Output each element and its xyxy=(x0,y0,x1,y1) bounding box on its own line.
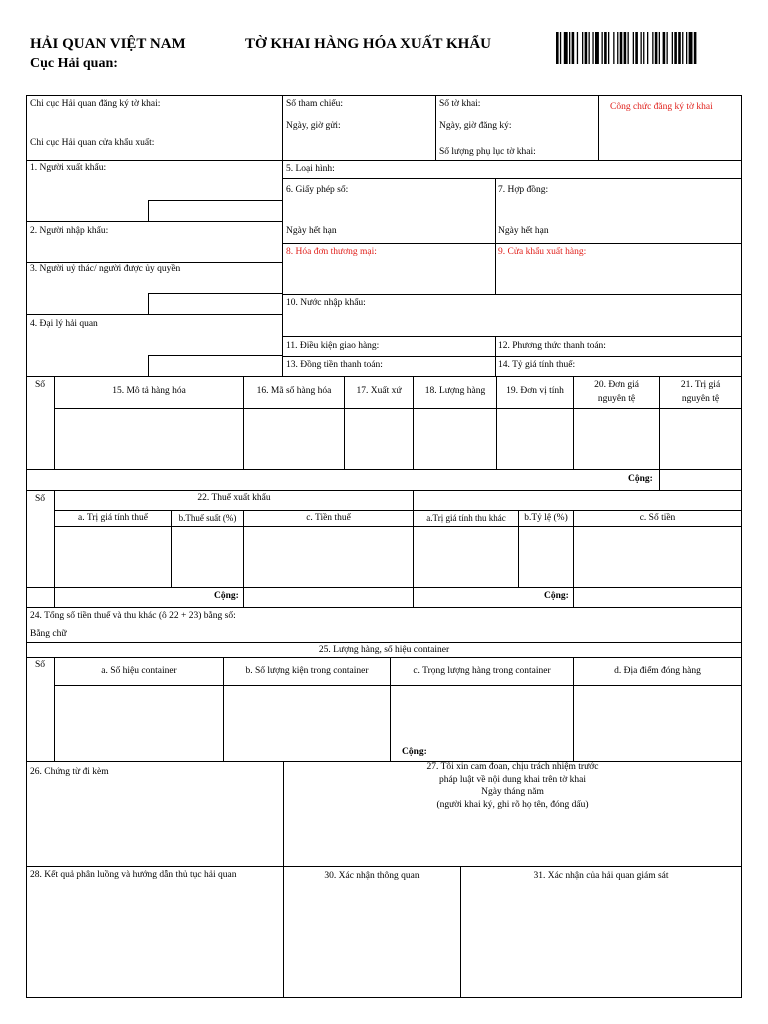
field-5-type: 5. Loại hình: xyxy=(286,164,335,174)
field-28-result: 28. Kết quả phân luồng và hướng dẫn thủ tục hải quan xyxy=(30,870,237,880)
field-27-date: Ngày tháng năm xyxy=(481,787,544,797)
container-no-header: Số xyxy=(35,660,46,670)
field-11-delivery: 11. Điều kiện giao hàng: xyxy=(286,341,380,351)
field-13-currency: 13. Đồng tiền thanh toán: xyxy=(286,360,383,370)
goods-col-16: 16. Mã số hàng hóa xyxy=(256,386,332,396)
field-10-country: 10. Nước nhập khẩu: xyxy=(286,298,366,308)
other-col-a: a.Trị giá tính thu khác xyxy=(426,513,506,523)
tax-total-label: Cộng: xyxy=(214,591,239,601)
field-3-trustee: 3. Người uỷ thác/ người được ủy quyền xyxy=(30,264,181,274)
branch-exit-label: Chi cục Hải quan cửa khẩu xuất: xyxy=(30,138,155,148)
sent-time-label: Ngày, giờ gửi: xyxy=(286,121,341,131)
field-24-total: 24. Tổng số tiền thuế và thu khác (ô 22 + 23) bằng số: xyxy=(30,611,236,621)
form-title: TỜ KHAI HÀNG HÓA XUẤT KHẨU xyxy=(245,36,491,52)
tax-col-a: a. Trị giá tính thuế xyxy=(78,513,148,523)
field-27-line1: 27. Tôi xin cam đoan, chịu trách nhiệm trước xyxy=(426,762,599,772)
container-total-label: Cộng: xyxy=(402,747,427,757)
appendix-count-label: Số lượng phụ lục tờ khai: xyxy=(439,147,536,157)
field-27-line2: pháp luật về nội dung khai trên tờ khai xyxy=(439,775,586,785)
field-7-expiry: Ngày hết hạn xyxy=(498,226,549,236)
goods-col-20a: 20. Đơn giá xyxy=(594,380,639,390)
goods-no-header: Số xyxy=(35,380,46,390)
goods-total-label: Cộng: xyxy=(628,474,653,484)
field-9-exit-port: 9. Cửa khẩu xuất hàng: xyxy=(498,247,587,257)
goods-col-17: 17. Xuất xứ xyxy=(356,386,402,396)
field-4-agent: 4. Đại lý hải quan xyxy=(30,319,98,329)
field-12-payment: 12. Phương thức thanh toán: xyxy=(498,341,606,351)
field-14-rate: 14. Tỷ giá tính thuế: xyxy=(498,360,576,370)
container-title: 25. Lượng hàng, số hiệu container xyxy=(318,645,450,655)
field-26-documents: 26. Chứng từ đi kèm xyxy=(30,767,109,777)
decl-no-label: Số tờ khai: xyxy=(439,99,481,109)
container-col-b: b. Số lượng kiện trong container xyxy=(245,666,369,676)
goods-col-19: 19. Đơn vị tính xyxy=(506,386,564,396)
tax-no-header: Số xyxy=(35,494,46,504)
goods-col-15: 15. Mô tả hàng hóa xyxy=(112,386,186,396)
field-1-exporter: 1. Người xuất khẩu: xyxy=(30,163,107,173)
field-31-supervision: 31. Xác nhận của hải quan giám sát xyxy=(533,871,669,881)
field-2-importer: 2. Người nhập khẩu: xyxy=(30,226,109,236)
tax-col-c: c. Tiền thuế xyxy=(306,513,351,523)
department-label: Cục Hải quan: xyxy=(30,56,118,71)
tax-col-b: b.Thuế suất (%) xyxy=(178,513,237,523)
field-7-contract: 7. Hợp đồng: xyxy=(498,185,549,195)
field-27-signature: (người khai ký, ghi rõ họ tên, đóng dấu) xyxy=(436,800,589,810)
field-8-invoice: 8. Hóa đơn thương mại: xyxy=(286,247,377,257)
other-total-label: Cộng: xyxy=(544,591,569,601)
officer-label: Công chức đăng ký tờ khai xyxy=(610,102,713,112)
reg-time-label: Ngày, giờ đăng ký: xyxy=(439,121,512,131)
goods-col-18: 18. Lượng hàng xyxy=(424,386,486,396)
container-col-a: a. Số hiệu container xyxy=(101,666,177,676)
goods-col-20b: nguyên tệ xyxy=(597,394,636,404)
other-col-c: c. Số tiền xyxy=(639,513,676,523)
branch-register-label: Chi cục Hải quan đăng ký tờ khai: xyxy=(30,99,161,109)
container-col-c: c. Trọng lượng hàng trong container xyxy=(413,666,551,676)
field-30-clearance: 30. Xác nhận thông quan xyxy=(324,871,420,881)
container-col-d: d. Địa điểm đóng hàng xyxy=(614,666,701,676)
tax-title: 22. Thuế xuất khẩu xyxy=(197,493,271,503)
ref-no-label: Số tham chiếu: xyxy=(286,99,343,109)
other-col-b: b.Tỷ lệ (%) xyxy=(524,513,568,523)
field-24-words: Bằng chữ xyxy=(30,629,67,639)
goods-col-21a: 21. Trị giá xyxy=(680,380,721,390)
field-6-expiry: Ngày hết hạn xyxy=(286,226,337,236)
field-6-license: 6. Giấy phép số: xyxy=(286,185,349,195)
goods-col-21b: nguyên tệ xyxy=(681,394,720,404)
agency-name: HẢI QUAN VIỆT NAM xyxy=(30,36,186,52)
